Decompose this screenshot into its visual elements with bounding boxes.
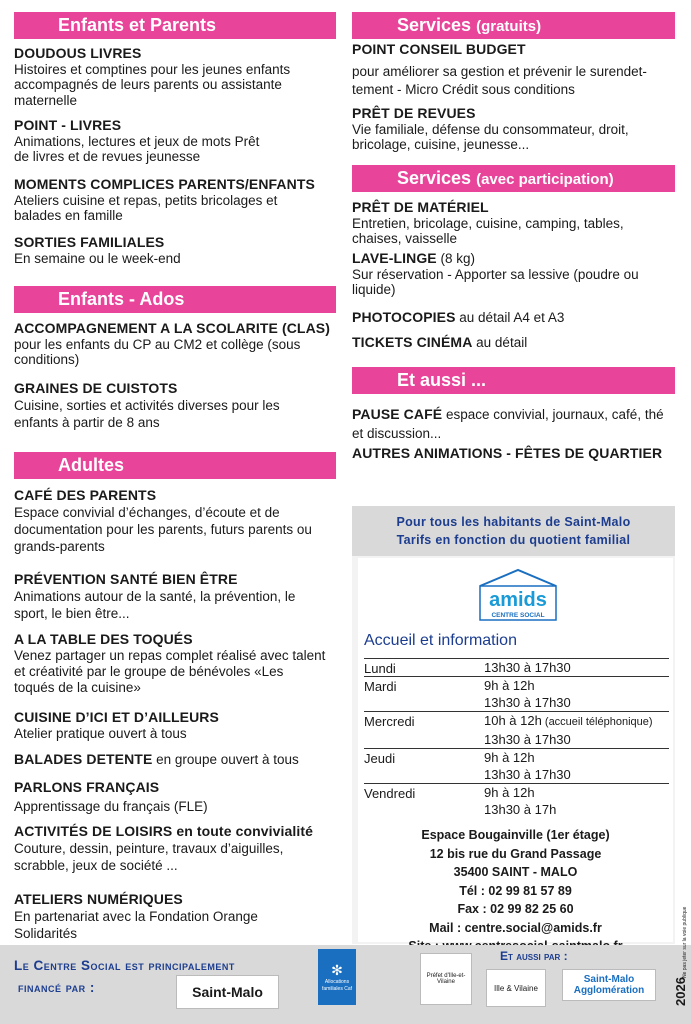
item-desc: Animations autour de la santé, la prévention, le sport, le bien être... bbox=[14, 588, 296, 621]
item-desc: Couture, dessin, peinture, travaux d’aiguilles, scrabble, jeux de société ... bbox=[14, 840, 284, 873]
section-bar-services-participation bbox=[352, 165, 675, 192]
partner-logo-agglomeration: Saint-Malo Agglomération bbox=[562, 969, 656, 1001]
item-title: MOMENTS COMPLICES PARENTS/ENFANTS bbox=[14, 176, 315, 192]
item-title: SORTIES FAMILIALES bbox=[14, 234, 165, 250]
item-title: PRÉVENTION SANTÉ BIEN ÊTRE bbox=[14, 571, 238, 587]
item-desc: espace convivial, journaux, café, thé et discussion... bbox=[352, 407, 664, 441]
item-title: LAVE-LINGE bbox=[352, 250, 437, 266]
hours-row bbox=[364, 783, 669, 818]
list-item bbox=[352, 106, 675, 153]
caf-icon: ✻ bbox=[331, 961, 343, 978]
info-header bbox=[352, 506, 675, 556]
hours-row bbox=[364, 658, 669, 676]
hours-slot: 13h30 à 17h30 bbox=[484, 732, 571, 747]
section-bar-adultes bbox=[14, 452, 336, 479]
hours-slot: 13h30 à 17h30 bbox=[484, 660, 571, 675]
hours-slot: 10h à 12h bbox=[484, 713, 542, 728]
list-item bbox=[352, 446, 675, 462]
item-title: TICKETS CINÉMA bbox=[352, 334, 473, 350]
accueil-title: Accueil et information bbox=[364, 632, 517, 649]
list-item bbox=[14, 177, 336, 224]
item-desc: Histoires et comptines pour les jeunes enfants accompagnés de leurs parents ou assistante maternelle bbox=[14, 61, 291, 108]
item-desc: En partenariat avec la Fondation Orange Solidarités bbox=[14, 908, 258, 941]
section-title: Services bbox=[397, 15, 472, 35]
list-item bbox=[352, 42, 675, 99]
item-desc: au détail bbox=[472, 335, 528, 350]
partner-logo-prefet: Préfet d'Ille-et-Vilaine bbox=[420, 953, 472, 1005]
list-item bbox=[14, 235, 336, 266]
hours-day: Lundi bbox=[364, 661, 396, 676]
list-item bbox=[14, 632, 336, 696]
hours-day: Vendredi bbox=[364, 786, 416, 801]
section-title: Services bbox=[397, 168, 472, 188]
financed-line1: Le Centre Social est principalement bbox=[14, 958, 235, 973]
item-title: CUISINE D’ICI ET D’AILLEURS bbox=[14, 709, 219, 725]
item-desc: Sur réservation - Apporter sa lessive (poudre ou liquide) bbox=[352, 266, 639, 297]
list-item bbox=[14, 572, 336, 622]
hours-day: Mardi bbox=[364, 679, 397, 694]
list-item bbox=[14, 780, 336, 814]
also-by-text: Et aussi par : bbox=[500, 949, 568, 963]
item-desc: Apprentissage du français (FLE) bbox=[14, 798, 208, 814]
email: Mail : centre.social@amids.fr bbox=[429, 920, 602, 935]
item-desc: pour les enfants du CP au CM2 et collège (sous conditions) bbox=[14, 336, 301, 367]
list-item bbox=[14, 46, 336, 108]
item-title: PRÊT DE REVUES bbox=[352, 105, 476, 121]
item-desc: Vie familiale, défense du consommateur, droit, bricolage, cuisine, jeunesse... bbox=[352, 121, 629, 152]
section-bar-et-aussi bbox=[352, 367, 675, 394]
info-header-line1: Pour tous les habitants de Saint-Malo bbox=[396, 515, 631, 529]
item-desc: pour améliorer sa gestion et prévenir le surendet-tement - Micro Crédit sous conditions bbox=[352, 63, 647, 97]
list-item bbox=[352, 310, 675, 326]
item-desc: Ateliers cuisine et repas, petits bricolages et balades en famille bbox=[14, 192, 278, 223]
list-item bbox=[352, 335, 675, 351]
item-desc: En semaine ou le week-end bbox=[14, 250, 181, 266]
year-label: 2026 bbox=[673, 977, 688, 1006]
item-title: ACTIVITÉS DE LOISIRS en toute convivialité bbox=[14, 823, 314, 839]
hours-day: Jeudi bbox=[364, 751, 396, 766]
section-title: Enfants - Ados bbox=[58, 289, 185, 309]
item-title: PHOTOCOPIES bbox=[352, 309, 456, 325]
item-desc: Espace convivial d’échanges, d’écoute et de documentation pour les parents, futurs parents ou grands-parents bbox=[14, 504, 312, 554]
info-content bbox=[358, 558, 673, 942]
list-item bbox=[14, 381, 336, 431]
address-line: Espace Bougainville (1er étage) bbox=[421, 828, 610, 842]
list-item bbox=[14, 752, 336, 768]
item-title: ATELIERS NUMÉRIQUES bbox=[14, 891, 183, 907]
section-title: Enfants et Parents bbox=[58, 15, 217, 35]
financed-line2: financé par : bbox=[18, 980, 95, 995]
logo-text: amids bbox=[489, 589, 547, 611]
section-subtitle: (avec participation) bbox=[476, 171, 614, 188]
item-title: PAUSE CAFÉ bbox=[352, 406, 443, 422]
section-bar-enfants-parents bbox=[14, 12, 336, 39]
address-line: 35400 SAINT - MALO bbox=[453, 865, 578, 879]
item-desc: au détail A4 et A3 bbox=[455, 310, 565, 325]
item-title: BALADES DETENTE bbox=[14, 751, 153, 767]
hours-note: (accueil téléphonique) bbox=[541, 716, 653, 728]
legal-note: Ne pas jeter sur la voie publique bbox=[682, 906, 688, 978]
list-item bbox=[14, 710, 336, 741]
hours-table bbox=[364, 658, 669, 818]
list-item bbox=[14, 488, 336, 555]
list-item bbox=[14, 892, 336, 942]
list-item bbox=[14, 321, 336, 368]
section-bar-enfants-ados bbox=[14, 286, 336, 313]
hours-slot: 9h à 12h bbox=[484, 750, 535, 765]
partner-logo-caf: ✻ Allocations familiales Caf bbox=[318, 949, 356, 1005]
list-item bbox=[352, 251, 675, 298]
partner-logo-saint-malo: Saint-Malo bbox=[176, 975, 279, 1009]
section-title: Et aussi ... bbox=[397, 370, 487, 390]
footer bbox=[0, 945, 691, 1024]
info-box bbox=[352, 506, 675, 944]
item-title: DOUDOUS LIVRES bbox=[14, 45, 142, 61]
item-title: POINT - LIVRES bbox=[14, 117, 122, 133]
hours-row bbox=[364, 748, 669, 783]
address-block bbox=[358, 826, 673, 956]
item-title: GRAINES DE CUISTOTS bbox=[14, 380, 178, 396]
item-title: CAFÉ DES PARENTS bbox=[14, 487, 157, 503]
item-desc: Venez partager un repas complet réalisé avec talent et créativité par le groupe de bénévoles «Les toqués de la cuisine» bbox=[14, 647, 326, 695]
item-desc: Animations, lectures et jeux de mots Prêt de livres et de revues jeunesse bbox=[14, 133, 260, 164]
list-item bbox=[352, 200, 675, 247]
info-header-line2: Tarifs en fonction du quotient familial bbox=[396, 533, 631, 547]
hours-slot: 9h à 12h bbox=[484, 678, 535, 693]
hours-slot: 13h30 à 17h bbox=[484, 802, 557, 817]
section-subtitle: (gratuits) bbox=[476, 18, 542, 35]
list-item bbox=[352, 405, 670, 443]
hours-slot: 9h à 12h bbox=[484, 785, 535, 800]
hours-slot: 13h30 à 17h30 bbox=[484, 767, 571, 782]
item-inline: (8 kg) bbox=[436, 251, 476, 266]
item-title: ACCOMPAGNEMENT A LA SCOLARITE (CLAS) bbox=[14, 320, 330, 336]
item-title: AUTRES ANIMATIONS - FÊTES DE QUARTIER bbox=[352, 445, 663, 461]
address-line: 12 bis rue du Grand Passage bbox=[429, 846, 602, 861]
item-title: POINT CONSEIL BUDGET bbox=[352, 41, 526, 57]
phone: Tél : 02 99 81 57 89 bbox=[459, 883, 572, 898]
partner-logo-ille-vilaine: Ille & Vilaine bbox=[486, 969, 546, 1007]
item-desc: Atelier pratique ouvert à tous bbox=[14, 725, 187, 741]
amids-logo-icon bbox=[476, 566, 560, 622]
item-desc: en groupe ouvert à tous bbox=[152, 752, 299, 767]
list-item bbox=[14, 118, 336, 165]
hours-day: Mercredi bbox=[364, 714, 415, 729]
logo-subtext: CENTRE SOCIAL bbox=[491, 612, 545, 619]
fax: Fax : 02 99 82 25 60 bbox=[457, 902, 574, 916]
item-desc: Entretien, bricolage, cuisine, camping, tables, chaises, vaisselle bbox=[352, 215, 624, 246]
section-title: Adultes bbox=[58, 455, 125, 475]
item-title: PARLONS FRANÇAIS bbox=[14, 779, 160, 795]
item-desc: Cuisine, sorties et activités diverses pour les enfants à partir de 8 ans bbox=[14, 397, 280, 430]
item-title: PRÊT DE MATÉRIEL bbox=[352, 199, 489, 215]
hours-row bbox=[364, 711, 669, 748]
hours-slot: 13h30 à 17h30 bbox=[484, 695, 571, 710]
hours-row bbox=[364, 676, 669, 711]
item-title: A LA TABLE DES TOQUÉS bbox=[14, 631, 193, 647]
list-item bbox=[14, 824, 336, 874]
amids-logo bbox=[476, 566, 560, 622]
section-bar-services-gratuits bbox=[352, 12, 675, 39]
